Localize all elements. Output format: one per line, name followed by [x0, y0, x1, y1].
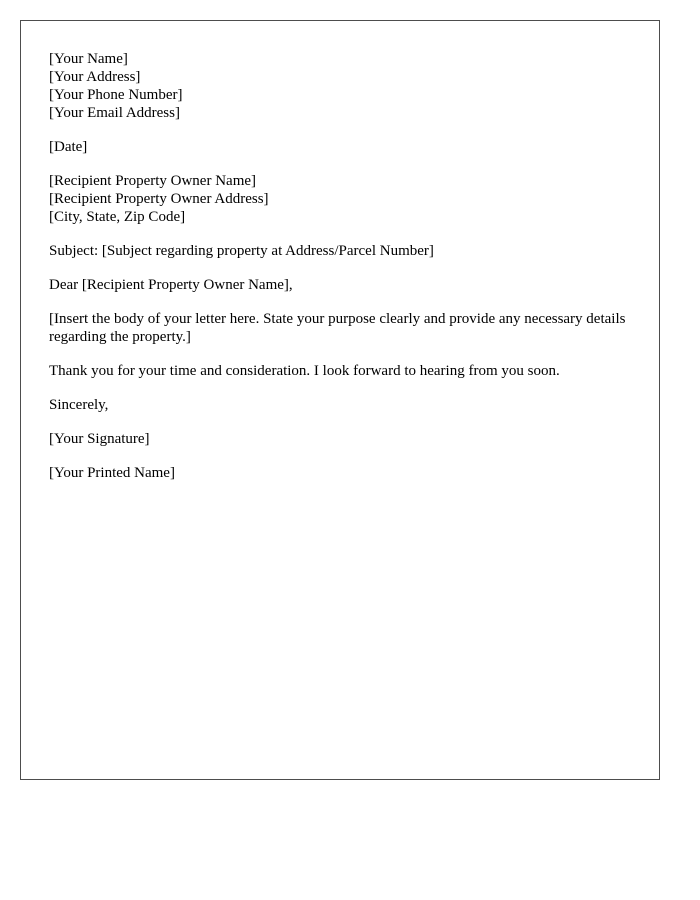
closing-paragraph: Thank you for your time and consideration. I look forward to hearing from you soon.	[49, 363, 560, 379]
sign-off: Sincerely,	[49, 397, 109, 413]
sender-address: [Your Address]	[49, 69, 141, 85]
sender-block	[49, 50, 631, 122]
recipient-name: [Recipient Property Owner Name]	[49, 173, 257, 189]
sender-phone: [Your Phone Number]	[49, 87, 183, 103]
recipient-city-state-zip: [City, State, Zip Code]	[49, 209, 186, 225]
date-block	[49, 138, 631, 156]
signature-placeholder: [Your Signature]	[49, 431, 150, 447]
recipient-address: [Recipient Property Owner Address]	[49, 191, 269, 207]
sender-email: [Your Email Address]	[49, 105, 180, 121]
body-paragraph: [Insert the body of your letter here. State your purpose clearly and provide any necessary details regarding the property.]	[49, 311, 626, 345]
letter-date: [Date]	[49, 139, 88, 155]
letter-page	[20, 20, 660, 780]
recipient-block	[49, 172, 631, 226]
printed-name: [Your Printed Name]	[49, 465, 175, 481]
sender-name: [Your Name]	[49, 51, 128, 67]
subject-line: Subject: [Subject regarding property at Address/Parcel Number]	[49, 243, 434, 259]
salutation: Dear [Recipient Property Owner Name],	[49, 277, 293, 293]
